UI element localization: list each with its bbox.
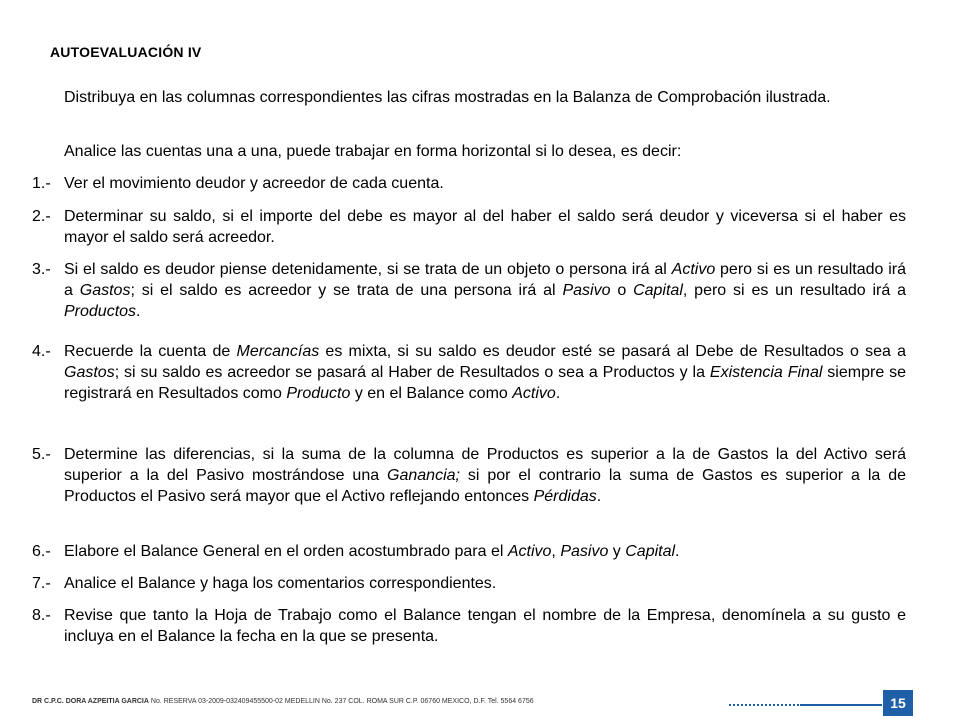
list-item-number: 1.- (32, 175, 51, 192)
section-heading: AUTOEVALUACIÓN IV (50, 44, 202, 60)
list-item-number: 5.- (32, 446, 51, 463)
list-item (32, 341, 906, 404)
list-item (32, 206, 906, 248)
list-item (32, 605, 906, 647)
list-item-number: 4.- (32, 343, 51, 360)
footer-author: DR C.P.C. DORA AZPEITIA GARCIA (32, 698, 149, 705)
list-item (32, 573, 906, 594)
list-item-text: Elabore el Balance General en el orden acostumbrado para el Activo, Pasivo y Capital. (64, 543, 680, 560)
list-item-text: Si el saldo es deudor piense detenidamente, si se trata de un objeto o persona irá al Activo pero si es un resultado irá a Gastos; si el saldo es acreedor y se trata de una persona irá al Pasivo o Capital, pero si es un resultado irá a Productos. (64, 261, 907, 320)
footer-details: No. RESERVA 03-2009-032409455500-02 MEDELLIN No. 237 COL. ROMA SUR C.P. 06760 MEXICO, D.F. Tel. 5564 6756 (148, 698, 534, 705)
list-item-text: Revise que tanto la Hoja de Trabajo como el Balance tengan el nombre de la Empresa, denomínela a su gusto e incluya en el Balance la fecha en la que se presenta. (64, 607, 906, 645)
list-item-number: 3.- (32, 261, 51, 278)
list-item (32, 444, 906, 507)
list-item-text: Recuerde la cuenta de Mercancías es mixta, si su saldo es deudor esté se pasará al Debe de Resultados o sea a Gastos; si su saldo es acreedor se pasará al Haber de Resultados o sea a Productos y la Existencia Final siempre se registrará en Resultados como Producto y en el Balance como Activo. (64, 343, 907, 402)
footer-solid-rule (800, 704, 882, 706)
list-item-number: 6.- (32, 543, 51, 560)
list-item-number: 2.- (32, 208, 51, 225)
footer-credits (32, 698, 534, 705)
intro-paragraph-1: Distribuya en las columnas correspondientes las cifras mostradas en la Balanza de Comprobación ilustrada. (64, 89, 831, 106)
page-number-badge: 15 (883, 690, 913, 716)
list-item-number: 7.- (32, 575, 51, 592)
list-item-text: Ver el movimiento deudor y acreedor de cada cuenta. (64, 175, 444, 192)
footer-dotted-rule (729, 704, 799, 706)
list-item-number: 8.- (32, 607, 51, 624)
intro-paragraph-2: Analice las cuentas una a una, puede trabajar en forma horizontal si lo desea, es decir: (64, 143, 682, 160)
list-item-text: Determinar su saldo, si el importe del debe es mayor al del haber el saldo será deudor y viceversa si el haber es mayor el saldo será acreedor. (64, 208, 906, 246)
list-item (32, 541, 906, 562)
list-item-text: Analice el Balance y haga los comentarios correspondientes. (64, 575, 497, 592)
list-item-text: Determine las diferencias, si la suma de la columna de Productos es superior a la de Gastos la del Activo será superior a la del Pasivo mostrándose una Ganancia; si por el contrario la suma de Gastos es superior a la de Productos el Pasivo será mayor que el Activo reflejando entonces Pérdidas. (64, 446, 906, 505)
list-item (32, 259, 906, 322)
list-item (32, 173, 906, 194)
